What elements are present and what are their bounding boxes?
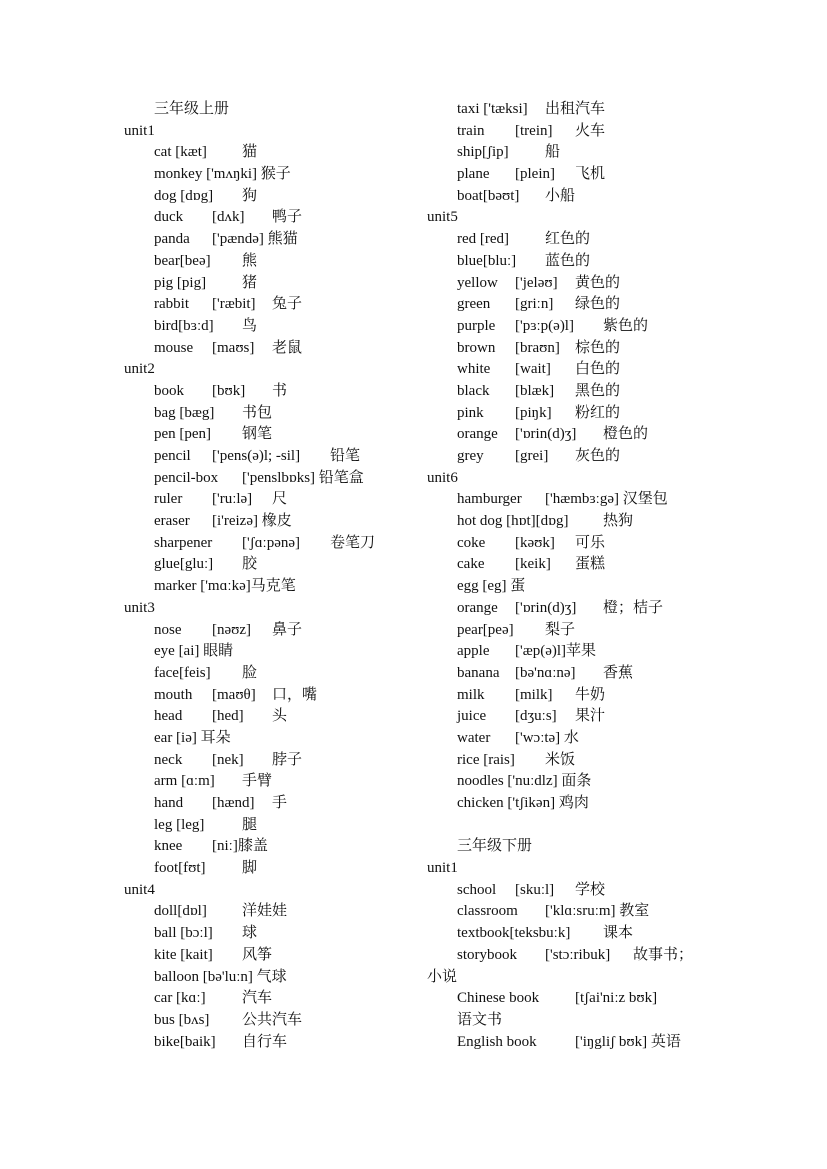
- vocab-detail: 出租汽车: [545, 101, 606, 117]
- vocab-entry: [427, 446, 727, 468]
- vocab-detail: 风筝: [242, 946, 273, 963]
- vocab-word: rabbit: [154, 296, 189, 313]
- vocab-entry: [124, 381, 424, 403]
- vocab-word: duck: [154, 209, 184, 226]
- vocab-word: grey: [457, 448, 484, 464]
- vocab-entry: [124, 858, 424, 880]
- unit-heading: unit5: [427, 209, 458, 226]
- vocab-word: pencil: [154, 448, 191, 464]
- vocab-detail: 牛奶: [575, 686, 606, 703]
- vocab-detail: [trein]: [515, 122, 553, 139]
- vocab-detail: 铅笔: [330, 448, 361, 464]
- vocab-word: dog [dɒg]: [154, 187, 214, 204]
- vocab-detail: ['ɒrin(d)ʒ]: [515, 599, 577, 616]
- vocab-entry: [124, 273, 424, 295]
- vocab-word: noodles ['nuːdlz] 面条: [457, 773, 592, 790]
- vocab-detail: 手: [272, 795, 288, 811]
- vocab-detail: [hed]: [212, 708, 244, 725]
- vocab-entry: [427, 338, 727, 360]
- vocab-detail: 鼻子: [272, 621, 303, 638]
- vocab-entry: [427, 186, 727, 208]
- vocab-word: Chinese book: [457, 990, 540, 1007]
- vocab-entry: [427, 728, 727, 750]
- vocab-entry: [427, 403, 727, 425]
- vocab-word: knee: [154, 838, 183, 855]
- vocab-detail: 狗: [242, 187, 258, 204]
- vocab-detail: [bʊk]: [212, 382, 246, 399]
- vocab-word: train: [457, 122, 485, 139]
- vocab-word: bike[baik]: [154, 1033, 216, 1050]
- vocab-word: foot[fʊt]: [154, 860, 206, 877]
- vocab-entry: [124, 294, 424, 316]
- vocab-entry: [124, 988, 424, 1010]
- vocab-word: cat [kæt]: [154, 144, 207, 161]
- vocab-word: water: [457, 729, 491, 746]
- vocab-detail: 课本: [603, 925, 634, 942]
- unit-heading: unit1: [124, 122, 155, 139]
- vocab-word: apple: [457, 643, 490, 660]
- vocab-entry: [427, 641, 727, 663]
- vocab-entry: [427, 706, 727, 728]
- vocab-detail: [wait]: [515, 361, 551, 378]
- wrapped-text: 小说: [427, 968, 458, 985]
- vocab-detail: 公共汽车: [242, 1011, 303, 1028]
- section-heading: 三年级下册: [457, 838, 533, 855]
- vocab-word: ball [bɔːl]: [154, 925, 213, 942]
- vocab-word: green: [457, 296, 491, 313]
- vocab-detail: ['klɑːsruːm] 教室: [545, 903, 650, 920]
- vocab-word: bag [bæg]: [154, 404, 215, 421]
- vocab-word: bear[beə]: [154, 252, 211, 269]
- vocab-detail: 兔子: [272, 296, 303, 313]
- vocab-detail: ['pændə] 熊猫: [212, 231, 298, 248]
- vocab-entry: [124, 511, 424, 533]
- vocab-entry: [124, 836, 424, 858]
- vocab-detail: ['ɒrin(d)ʒ]: [515, 426, 577, 443]
- vocab-detail: 梨子: [545, 621, 576, 638]
- vocab-detail: 卷笔刀: [330, 534, 376, 551]
- vocab-word: taxi ['tæksi]: [457, 101, 528, 117]
- vocab-detail: 书: [272, 382, 288, 399]
- vocab-detail: 自行车: [242, 1033, 288, 1050]
- vocab-entry: [124, 923, 424, 945]
- vocab-word: neck: [154, 751, 183, 768]
- vocab-word: brown: [457, 339, 496, 356]
- vocab-entry: [124, 186, 424, 208]
- vocab-detail: ['wɔːtə] 水: [515, 729, 579, 746]
- wrapped-text: 语文书: [457, 1011, 503, 1028]
- vocab-detail: 黄色的: [575, 274, 621, 291]
- vocab-detail: ['penslbɒks] 铅笔盒: [242, 469, 364, 486]
- vocab-word: marker ['mɑːkə]马克笔: [154, 578, 296, 595]
- vocab-word: pink: [457, 404, 484, 421]
- vocab-entry: [427, 121, 727, 143]
- vocab-detail: 洋娃娃: [242, 903, 288, 920]
- vocab-entry: [427, 142, 727, 164]
- vocab-detail: [tʃai'niːz bʊk]: [575, 990, 658, 1007]
- vocab-detail: [maʊs]: [212, 339, 255, 356]
- vocab-detail: 猫: [242, 144, 258, 161]
- vocab-word: ruler: [154, 491, 183, 508]
- vocab-entry: [124, 945, 424, 967]
- vocab-word: rice [rais]: [457, 751, 515, 768]
- vocab-detail: 汽车: [242, 990, 273, 1007]
- vocab-entry: [427, 99, 727, 121]
- vocab-entry: [427, 1032, 727, 1054]
- vocab-detail: [plein]: [515, 166, 555, 183]
- vocab-detail: [bə'nɑːnə]: [515, 664, 576, 681]
- vocab-detail: 米饭: [545, 751, 576, 768]
- vocab-word: ear [iə] 耳朵: [154, 729, 231, 746]
- vocab-word: mouth: [154, 686, 193, 703]
- vocab-detail: ['pens(ə)l; -sil]: [212, 448, 301, 464]
- vocab-entry: [124, 554, 424, 576]
- vocab-detail: 可乐: [575, 534, 606, 551]
- vocab-entry: [427, 663, 727, 685]
- vocab-detail: 口，嘴: [272, 686, 318, 703]
- vocab-entry: [427, 880, 727, 902]
- vocab-word: eye [ai] 眼睛: [154, 643, 234, 660]
- vocab-word: hand: [154, 795, 184, 811]
- vocab-detail: 蓝色的: [545, 252, 591, 269]
- vocab-entry: [427, 489, 727, 511]
- vocab-detail: 尺: [272, 491, 288, 508]
- vocab-detail: 粉红的: [575, 404, 621, 421]
- vocab-detail: 船: [545, 144, 561, 161]
- vocab-entry: [427, 923, 727, 945]
- vocab-entry: [427, 294, 727, 316]
- unit-heading: unit2: [124, 361, 155, 378]
- vocab-entry: [124, 685, 424, 707]
- vocab-detail: [dʒuːs]: [515, 708, 557, 725]
- vocab-detail: 香蕉: [603, 664, 634, 681]
- vocab-word: eraser: [154, 513, 190, 530]
- vocab-detail: 胶: [242, 556, 258, 573]
- vocab-detail: [griːn]: [515, 296, 554, 313]
- vocab-detail: 手臂: [242, 773, 273, 790]
- vocab-word: mouse: [154, 339, 194, 356]
- vocab-entry: [124, 750, 424, 772]
- vocab-detail: [keik]: [515, 556, 551, 573]
- vocab-detail: 白色的: [575, 361, 621, 378]
- vocab-word: egg [eg] 蛋: [457, 578, 526, 595]
- vocab-entry: [124, 489, 424, 511]
- vocab-entry: [124, 815, 424, 837]
- vocab-detail: [skuːl]: [515, 881, 555, 898]
- vocab-word: nose: [154, 621, 182, 638]
- vocab-word: pencil-box: [154, 469, 219, 486]
- vocab-word: plane: [457, 166, 490, 183]
- vocab-detail: 老鼠: [272, 339, 303, 356]
- vocab-detail: 热狗: [603, 513, 634, 530]
- vocab-word: doll[dɒl]: [154, 903, 207, 920]
- unit-heading: unit6: [427, 469, 458, 486]
- vocab-word: purple: [457, 317, 496, 334]
- vocab-entry: [124, 663, 424, 685]
- vocab-word: milk: [457, 686, 485, 703]
- vocab-detail: [i'reizə] 橡皮: [212, 513, 292, 530]
- vocab-word: hot dog [hɒt][dɒg]: [457, 513, 569, 530]
- vocab-detail: 故事书；: [633, 946, 694, 963]
- vocab-word: arm [ɑːm]: [154, 773, 215, 790]
- vocab-word: cake: [457, 556, 485, 573]
- vocab-word: banana: [457, 664, 500, 681]
- vocab-detail: 果汁: [575, 708, 606, 725]
- vocab-detail: [piŋk]: [515, 404, 552, 421]
- vocab-entry: [427, 620, 727, 642]
- vocab-word: bus [bʌs]: [154, 1011, 210, 1028]
- vocab-detail: 蛋糕: [575, 556, 606, 573]
- vocab-detail: 书包: [242, 404, 273, 421]
- vocab-word: school: [457, 881, 497, 898]
- vocab-entry: [124, 403, 424, 425]
- vocab-word: head: [154, 708, 183, 725]
- vocab-detail: [nəʊz]: [212, 621, 252, 638]
- unit-heading: unit1: [427, 860, 458, 877]
- vocab-detail: 火车: [575, 122, 606, 139]
- vocab-word: orange: [457, 426, 498, 443]
- vocab-word: textbook[teksbuːk]: [457, 925, 571, 942]
- vocab-entry: [427, 251, 727, 273]
- vocab-detail: 小船: [545, 187, 576, 204]
- vocab-entry: [124, 424, 424, 446]
- vocab-word: monkey ['mʌŋki] 猴子: [154, 166, 291, 183]
- vocab-detail: [dʌk]: [212, 209, 245, 226]
- vocab-detail: 钢笔: [242, 426, 273, 443]
- vocab-detail: 棕色的: [575, 339, 621, 356]
- vocab-word: ship[ʃip]: [457, 144, 509, 161]
- vocab-entry: [427, 273, 727, 295]
- vocab-entry: [124, 316, 424, 338]
- vocab-entry: [427, 533, 727, 555]
- vocab-detail: ['hæmbɜːgə] 汉堡包: [545, 491, 668, 508]
- vocab-word: car [kɑː]: [154, 990, 206, 1007]
- vocab-detail: 猪: [242, 274, 258, 291]
- vocab-word: leg [leg]: [154, 816, 205, 833]
- vocab-detail: 脚: [242, 860, 258, 877]
- vocab-entry: [427, 793, 727, 815]
- vocab-entry: [427, 359, 727, 381]
- vocab-word: coke: [457, 534, 486, 551]
- vocab-detail: [nek]: [212, 751, 244, 768]
- vocab-detail: [blæk]: [515, 382, 555, 399]
- vocab-entry: [124, 446, 424, 468]
- vocab-detail: 腿: [242, 816, 258, 833]
- vocab-entry: [124, 164, 424, 186]
- vocab-detail: 橙色的: [603, 426, 649, 443]
- unit-heading: unit4: [124, 881, 155, 898]
- vocab-detail: 灰色的: [575, 448, 621, 464]
- vocab-entry: [427, 164, 727, 186]
- right-column: [427, 99, 727, 1053]
- vocab-entry: [124, 576, 424, 598]
- unit-heading: unit3: [124, 599, 155, 616]
- vocab-entry: [427, 685, 727, 707]
- vocab-word: pen [pen]: [154, 426, 212, 443]
- vocab-entry: [124, 229, 424, 251]
- vocab-detail: ['æp(ə)l]苹果: [515, 643, 597, 660]
- vocab-entry: [124, 620, 424, 642]
- vocab-detail: 脸: [242, 664, 258, 681]
- vocab-entry: [427, 424, 727, 446]
- vocab-detail: 鸭子: [272, 209, 303, 226]
- vocab-detail: 绿色的: [575, 296, 621, 313]
- vocab-entry: [427, 511, 727, 533]
- vocab-entry: [124, 251, 424, 273]
- vocab-entry: [427, 750, 727, 772]
- vocab-detail: 学校: [575, 881, 606, 898]
- vocab-word: black: [457, 382, 490, 399]
- vocab-word: yellow: [457, 274, 498, 291]
- vocab-detail: ['iŋgliʃ bʊk] 英语: [575, 1033, 681, 1050]
- vocab-word: pear[peə]: [457, 621, 514, 638]
- vocab-entry: [124, 338, 424, 360]
- vocab-word: glue[gluː]: [154, 556, 214, 573]
- vocab-word: pig [pig]: [154, 274, 207, 291]
- vocab-entry: [427, 576, 727, 598]
- vocab-detail: 脖子: [272, 751, 303, 768]
- vocab-entry: [427, 316, 727, 338]
- vocab-word: hamburger: [457, 491, 522, 508]
- vocab-entry: [427, 945, 727, 967]
- vocab-detail: 熊: [242, 252, 258, 269]
- vocab-detail: ['ræbit]: [212, 296, 256, 313]
- vocab-detail: 球: [242, 925, 258, 942]
- vocab-detail: [milk]: [515, 686, 553, 703]
- vocab-detail: [kəʊk]: [515, 534, 555, 551]
- vocab-word: balloon [bə'luːn] 气球: [154, 968, 287, 985]
- vocab-detail: [grei]: [515, 448, 549, 464]
- vocab-entry: [427, 229, 727, 251]
- vocab-detail: ['stɔːribuk]: [545, 946, 611, 963]
- vocab-detail: [hænd]: [212, 795, 255, 811]
- vocab-entry: [427, 901, 727, 923]
- vocab-entry: [124, 967, 424, 989]
- vocab-detail: 紫色的: [603, 317, 649, 334]
- vocab-detail: [niː]膝盖: [212, 838, 268, 855]
- vocab-entry: [124, 207, 424, 229]
- vocab-detail: ['jeləʊ]: [515, 274, 558, 291]
- vocab-detail: 鸟: [242, 317, 258, 334]
- vocab-word: panda: [154, 231, 190, 248]
- vocab-detail: [braʊn]: [515, 339, 560, 356]
- vocab-word: book: [154, 382, 184, 399]
- vocab-entry: [427, 988, 727, 1010]
- vocab-word: storybook: [457, 946, 517, 963]
- vocab-detail: 红色的: [545, 231, 591, 248]
- vocab-word: red [red]: [457, 231, 510, 248]
- vocab-entry: [124, 142, 424, 164]
- vocab-detail: [maʊθ]: [212, 686, 256, 703]
- vocab-word: sharpener: [154, 534, 213, 551]
- vocab-detail: 橙；桔子: [603, 599, 664, 616]
- vocab-entry: [124, 771, 424, 793]
- vocab-word: chicken ['tʃikən] 鸡肉: [457, 795, 589, 811]
- vocab-word: kite [kait]: [154, 946, 213, 963]
- vocab-word: juice: [457, 708, 487, 725]
- vocab-entry: [124, 641, 424, 663]
- vocab-word: bird[bɜːd]: [154, 317, 214, 334]
- vocab-word: boat[bəʊt]: [457, 187, 520, 204]
- vocab-word: blue[bluː]: [457, 252, 517, 269]
- vocab-entry: [427, 381, 727, 403]
- vocab-entry: [124, 1010, 424, 1032]
- vocab-entry: [124, 1032, 424, 1054]
- vocab-detail: ['pɜːp(ə)l]: [515, 317, 574, 334]
- vocab-detail: 黑色的: [575, 382, 621, 399]
- vocab-entry: [124, 728, 424, 750]
- vocab-entry: [124, 706, 424, 728]
- vocab-entry: [427, 598, 727, 620]
- vocab-detail: ['ruːlə]: [212, 491, 253, 508]
- vocab-entry: [427, 771, 727, 793]
- vocab-word: English book: [457, 1033, 537, 1050]
- vocab-word: face[feis]: [154, 664, 211, 681]
- vocab-word: white: [457, 361, 491, 378]
- vocab-entry: [124, 468, 424, 490]
- vocab-entry: [124, 533, 424, 555]
- vocab-word: classroom: [457, 903, 518, 920]
- vocab-detail: ['ʃɑːpənə]: [242, 534, 301, 551]
- vocab-detail: 飞机: [575, 166, 606, 183]
- left-column: [124, 99, 424, 1053]
- vocab-entry: [124, 901, 424, 923]
- blank-line: [427, 815, 727, 837]
- vocab-entry: [427, 554, 727, 576]
- vocab-word: orange: [457, 599, 498, 616]
- section-heading: 三年级上册: [154, 101, 230, 117]
- vocab-entry: [124, 793, 424, 815]
- vocab-detail: 头: [272, 708, 288, 725]
